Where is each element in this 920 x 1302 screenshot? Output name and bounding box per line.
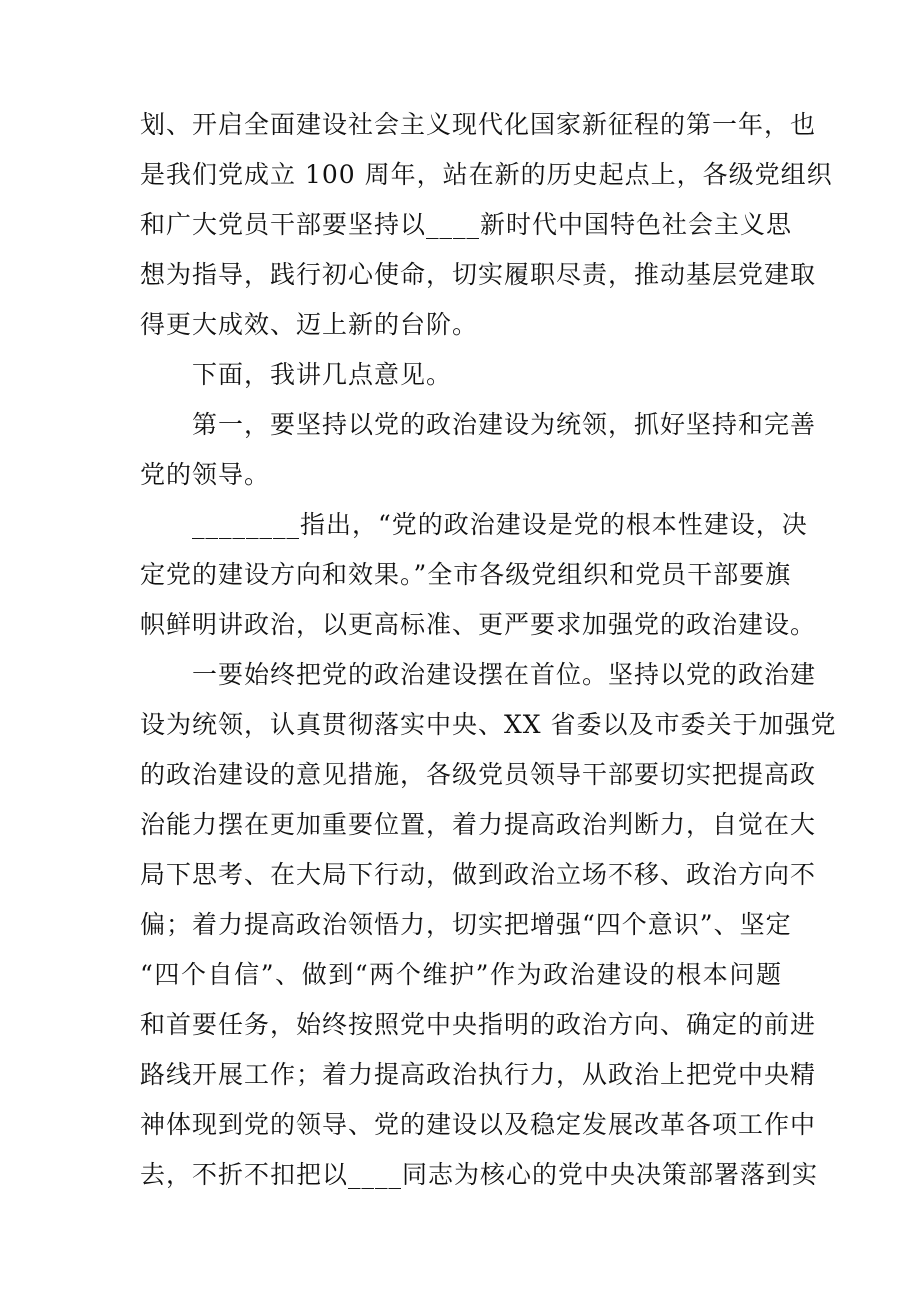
text-line: “四个自信”、做到“两个维护”作为政治建设的根本问题 xyxy=(140,960,782,989)
text-line: 划、开启全面建设社会主义现代化国家新征程的第一年，也 xyxy=(140,110,817,139)
text-line: 下面，我讲几点意见。 xyxy=(192,360,453,389)
text-line: 一要始终把党的政治建设摆在首位。坚持以党的政治建 xyxy=(192,660,817,689)
text-line: ________指出，“党的政治建设是党的根本性建设，决 xyxy=(192,510,808,539)
text-line: 是我们党成立 100 周年，站在新的历史起点上，各级党组织 xyxy=(140,160,833,189)
text-line: 设为统领，认真贯彻落实中央、XX 省委以及市委关于加强党 xyxy=(140,710,837,739)
text-line: 帜鲜明讲政治，以更高标准、更严要求加强党的政治建设。 xyxy=(140,610,817,639)
text-line: 得更大成效、迈上新的台阶。 xyxy=(140,310,479,339)
text-line: 去，不折不扣把以____同志为核心的党中央决策部署落到实 xyxy=(140,1160,819,1189)
text-line: 的政治建设的意见措施，各级党员领导干部要切实把提高政 xyxy=(140,760,817,789)
document-body xyxy=(140,100,837,1200)
text-line: 治能力摆在更加重要位置，着力提高政治判断力，自觉在大 xyxy=(140,810,817,839)
text-line: 路线开展工作；着力提高政治执行力，从政治上把党中央精 xyxy=(140,1060,817,1089)
text-line: 局下思考、在大局下行动，做到政治立场不移、政治方向不 xyxy=(140,860,817,889)
text-line: 定党的建设方向和效果。”全市各级党组织和党员干部要旗 xyxy=(140,560,792,589)
text-line: 和广大党员干部要坚持以____新时代中国特色社会主义思 xyxy=(140,210,793,239)
text-line: 神体现到党的领导、党的建设以及稳定发展改革各项工作中 xyxy=(140,1110,817,1139)
text-line: 党的领导。 xyxy=(140,460,271,489)
text-line: 第一，要坚持以党的政治建设为统领，抓好坚持和完善 xyxy=(192,410,817,439)
text-line: 想为指导，践行初心使命，切实履职尽责，推动基层党建取 xyxy=(140,260,817,289)
text-line: 和首要任务，始终按照党中央指明的政治方向、确定的前进 xyxy=(140,1010,817,1039)
text-line: 偏；着力提高政治领悟力，切实把增强“四个意识”、坚定 xyxy=(140,910,792,939)
